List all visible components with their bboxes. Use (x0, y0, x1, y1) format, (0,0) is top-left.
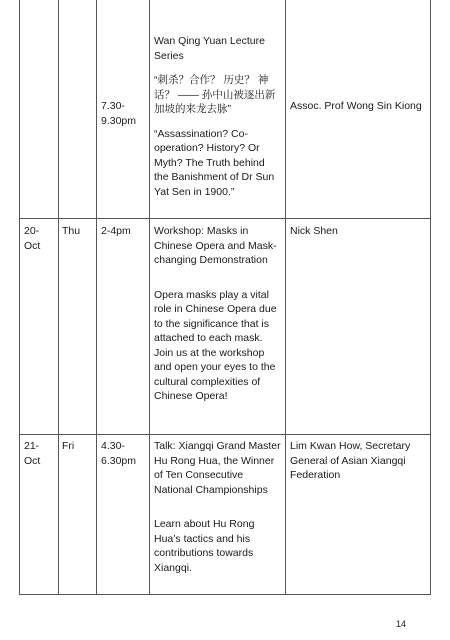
speaker-cell: Lim Kwan How, Secretary General of Asian Xiangqi Federation (290, 440, 411, 481)
event-cell (154, 224, 282, 414)
event-description: “Assassination? Co-operation? History? Or Myth? The Truth behind the Banishment of Dr Sun Yat Sen in 1900.” (154, 127, 275, 198)
column-divider (58, 0, 59, 595)
event-title: Wan Qing Yuan Lecture Series (154, 35, 265, 62)
table-border-right (430, 0, 431, 595)
time-cell: 2-4pm (101, 225, 131, 237)
column-divider (96, 0, 97, 595)
event-description: Learn about Hu Rong Hua’s tactics and his contributions towards Xiangqi. (154, 518, 255, 574)
event-title-chinese: “刺杀？合作？ 历史？ 神话？ —— 孙中山被逐出新加坡的来龙去脉” (154, 74, 276, 115)
row-divider (19, 434, 431, 435)
day-cell: Fri (62, 440, 75, 452)
table-border-bottom (19, 594, 431, 595)
date-cell: 21- Oct (24, 440, 41, 467)
date-cell: 20- Oct (24, 225, 41, 252)
event-cell (154, 439, 282, 585)
event-description: Opera masks play a vital role in Chinese Opera due to the significance that is attached to each mask. Join us at the workshop and open your eyes to the cultural complexities of Chinese Opera! (154, 288, 277, 402)
column-divider (149, 0, 150, 595)
row-divider (19, 218, 431, 219)
column-divider (285, 0, 286, 595)
time-cell: 7.30- 9.30pm (101, 100, 137, 127)
schedule-table (19, 0, 431, 595)
event-cell (154, 34, 282, 209)
event-title: Workshop: Masks in Chinese Opera and Mask-changing Demonstration (154, 225, 277, 266)
event-title: Talk: Xiangqi Grand Master Hu Rong Hua, the Winner of Ten Consecutive National Championships (154, 440, 281, 496)
speaker-cell: Assoc. Prof Wong Sin Kiong (290, 100, 422, 112)
table-border-left (19, 0, 20, 595)
time-cell: 4.30- 6.30pm (101, 440, 137, 467)
page-number: 14 (396, 619, 407, 629)
speaker-cell: Nick Shen (290, 225, 338, 237)
day-cell: Thu (62, 225, 81, 237)
